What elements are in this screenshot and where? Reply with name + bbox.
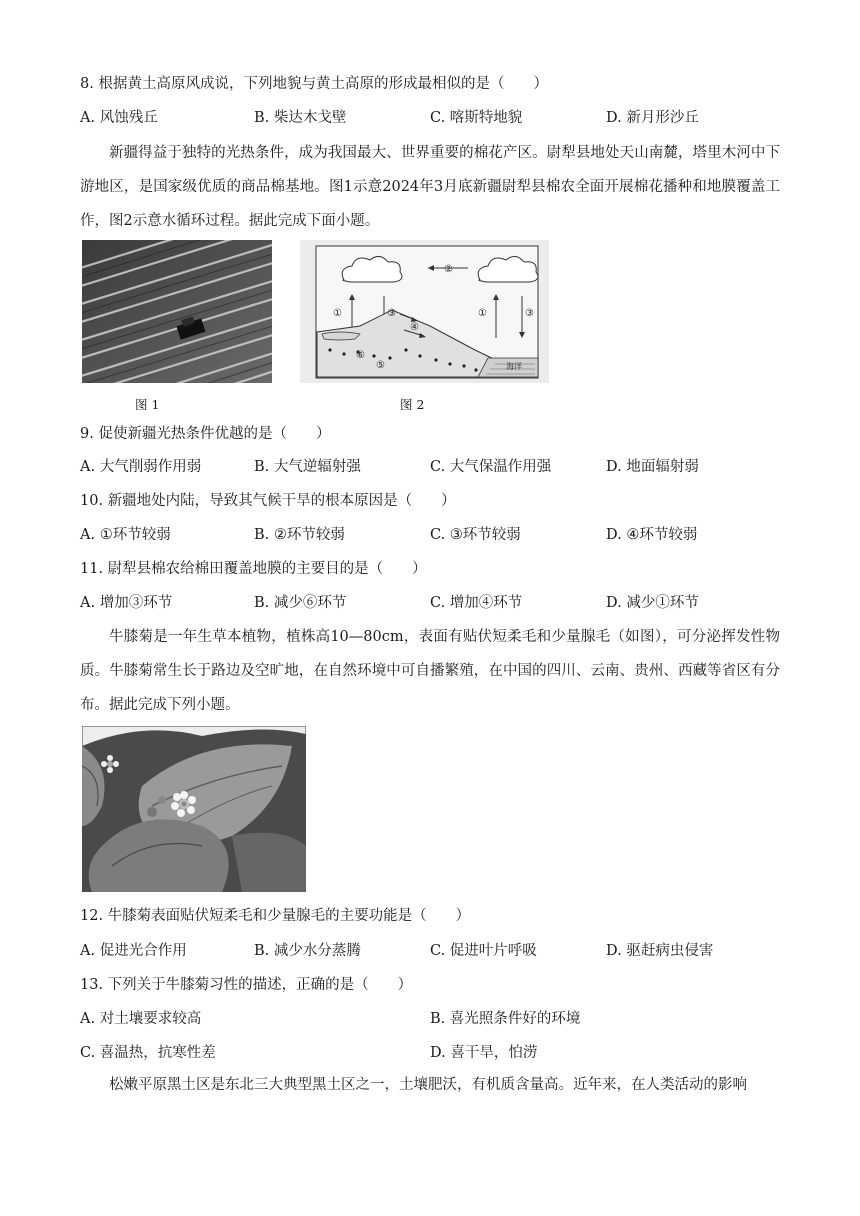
q10-option-c: C. ③环节较弱 — [430, 527, 521, 543]
passage-galinsoga: 牛膝菊是一年生草本植物，植株高10—80cm，表面有贴伏短柔毛和少量腺毛（如图），可分泌挥发性物质。牛膝菊常生长于路边及空旷地，在自然环境中可自播繁殖，在中国的四川、云南、贵州、西藏等省区有分布。据此完成下列小题。 — [80, 629, 780, 713]
q11-option-b: B. 减少⑥环节 — [254, 595, 347, 611]
fig2-label-3-left: ③ — [387, 308, 396, 319]
passage-black-soil: 松嫩平原黑土区是东北三大典型黑土区之一，土壤肥沃，有机质含量高。近年来，在人类活动的影响 — [109, 1077, 747, 1093]
question-9-stem: 9. 促使新疆光热条件优越的是（ ） — [80, 426, 331, 442]
figure-2-caption: 图 2 — [400, 397, 425, 412]
q9-option-b: B. 大气逆辐射强 — [254, 459, 361, 475]
q13-option-d: D. 喜干旱，怕涝 — [430, 1045, 538, 1061]
fig2-label-sea: 海洋 — [506, 362, 522, 371]
fig2-label-2: ② — [444, 264, 453, 275]
q11-option-d: D. 减少①环节 — [606, 595, 699, 611]
fig2-label-3-right: ③ — [525, 308, 534, 319]
q9-option-d: D. 地面辐射弱 — [606, 459, 699, 475]
q9-option-a: A. 大气削弱作用弱 — [80, 459, 202, 475]
q12-option-d: D. 驱赶病虫侵害 — [606, 943, 714, 959]
fig2-label-1-right: ① — [478, 308, 487, 319]
fig2-label-6: ⑥ — [356, 350, 365, 361]
q8-option-d: D. 新月形沙丘 — [606, 110, 699, 126]
q10-option-a: A. ①环节较弱 — [80, 527, 171, 543]
q11-option-c: C. 增加④环节 — [430, 595, 523, 611]
q9-option-c: C. 大气保温作用强 — [430, 459, 552, 475]
q13-option-a: A. 对土壤要求较高 — [80, 1011, 202, 1027]
figure-1-photo — [82, 240, 272, 383]
q13-option-c: C. 喜温热，抗寒性差 — [80, 1045, 216, 1061]
q8-option-c: C. 喀斯特地貌 — [430, 110, 523, 126]
q12-option-b: B. 减少水分蒸腾 — [254, 943, 361, 959]
q8-option-a: A. 风蚀残丘 — [80, 110, 158, 126]
q8-option-b: B. 柴达木戈壁 — [254, 110, 347, 126]
passage-cotton: 新疆得益于独特的光热条件，成为我国最大、世界重要的棉花产区。尉犁县地处天山南麓，塔里木河中下游地区，是国家级优质的商品棉基地。图1示意2024年3月底新疆尉犁县棉农全面开展棉花播种和地膜覆盖工作，图2示意水循环过程。据此完成下面小题。 — [80, 145, 780, 229]
fig2-label-1: ① — [333, 308, 342, 319]
figure-1-caption: 图 1 — [135, 397, 160, 412]
q11-option-a: A. 增加③环节 — [80, 595, 173, 611]
question-11-stem: 11. 尉犁县棉农给棉田覆盖地膜的主要目的是（ ） — [80, 561, 427, 577]
q13-option-b: B. 喜光照条件好的环境 — [430, 1011, 581, 1027]
question-13-stem: 13. 下列关于牛膝菊习性的描述，正确的是（ ） — [80, 977, 413, 993]
q12-option-c: C. 促进叶片呼吸 — [430, 943, 537, 959]
question-8-stem: 8. 根据黄土高原风成说，下列地貌与黄土高原的形成最相似的是（ ） — [80, 76, 548, 92]
galinsoga-photo — [82, 726, 306, 892]
question-10-stem: 10. 新疆地处内陆，导致其气候干旱的根本原因是（ ） — [80, 493, 456, 509]
fig2-label-5: ⑤ — [376, 360, 385, 371]
question-12-stem: 12. 牛膝菊表面贴伏短柔毛和少量腺毛的主要功能是（ ） — [80, 908, 471, 924]
q10-option-d: D. ④环节较弱 — [606, 527, 698, 543]
q12-option-a: A. 促进光合作用 — [80, 943, 187, 959]
fig2-label-4: ④ — [410, 322, 419, 333]
figure-2-water-cycle — [300, 240, 549, 383]
q10-option-b: B. ②环节较弱 — [254, 527, 345, 543]
